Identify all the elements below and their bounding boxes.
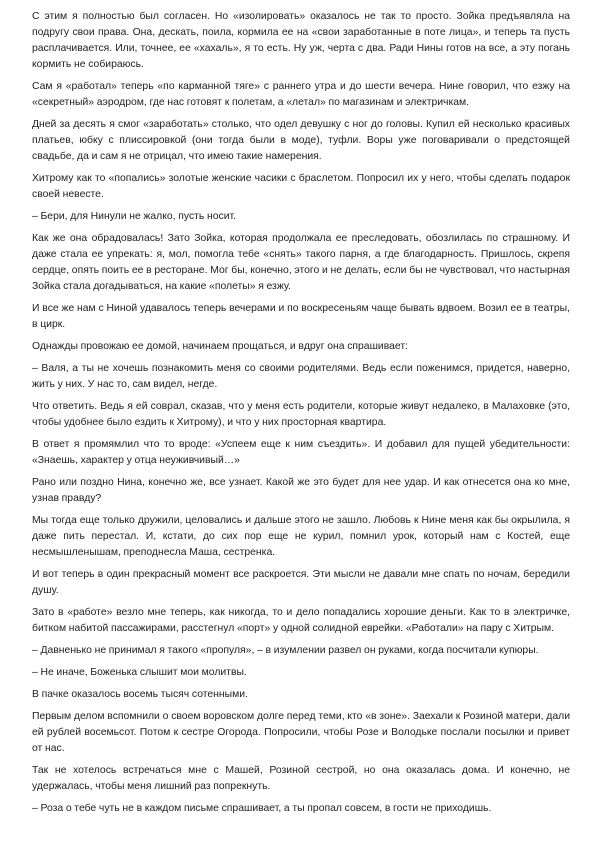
paragraph: – Роза о тебе чуть не в каждом письме спрашивает, а ты пропал совсем, в гости не приходишь. <box>32 803 492 814</box>
paragraph: Зато в «работе» везло мне теперь, как никогда, то и дело попадались хорошие деньги. Как то в электричке, битком набитой пассажирами, расстегнул «порт» у одной солидной еврейки. «Работали» на пару с Хитрым. <box>32 607 570 634</box>
paragraph: Мы тогда еще только дружили, целовались и дальше этого не зашло. Любовь к Нине меня как бы окрылила, я даже пить перестал. И, кстати, до сих пор еще не курил, помнил урок, который нам с Костей, еще несмышленышам, преподнесла Маша, сестренка. <box>32 515 570 558</box>
paragraph: Первым делом вспомнили о своем воровском долге перед теми, кто «в зоне». Заехали к Розиной матери, дали ей рублей восемьсот. Потом к сестре Огорода. Попросили, чтобы Розе и Володьке послали посылки и привет от нас. <box>32 711 570 754</box>
paragraph: И вот теперь в один прекрасный момент все раскроется. Эти мысли не давали мне спать по ночам, бередили душу. <box>32 569 570 596</box>
paragraph: – Не иначе, Боженька слышит мои молитвы. <box>32 667 247 678</box>
paragraph: В ответ я промямлил что то вроде: «Успеем еще к ним съездить». И добавил для пущей убедительности: «Знаешь, характер у отца неуживчивый…» <box>32 439 570 466</box>
document-page <box>32 9 570 823</box>
paragraph: Как же она обрадовалась! Зато Зойка, которая продолжала ее преследовать, обозлилась по страшному. И даже стала ее упрекать: я, мол, помогла тебе «снять» такого парня, а где благодарность. Пришлось, скрепя сердце, опять поить ее в ресторане. Мог бы, конечно, этого и не делать, если бы не чувствовал, что настырная Зойка стала догадываться, на какие «полеты» я езжу. <box>32 233 570 292</box>
paragraph: Хитрому как то «попались» золотые женские часики с браслетом. Попросил их у него, чтобы сделать подарок своей невесте. <box>32 173 570 200</box>
paragraph: Однажды провожаю ее домой, начинаем прощаться, и вдруг она спрашивает: <box>32 341 408 352</box>
paragraph: И все же нам с Ниной удавалось теперь вечерами и по воскресеньям чаще бывать вдвоем. Возил ее в театры, в цирк. <box>32 303 570 330</box>
paragraph: – Давненько не принимал я такого «пропуля», – в изумлении развел он руками, когда посчитали купюры. <box>32 645 539 656</box>
paragraph: В пачке оказалось восемь тысяч сотенными. <box>32 689 248 700</box>
paragraph: – Валя, а ты не хочешь познакомить меня со своими родителями. Ведь если поженимся, придется, наверно, жить у них. У нас то, сам видел, негде. <box>32 363 570 390</box>
paragraph: – Бери, для Нинули не жалко, пусть носит. <box>32 211 237 222</box>
paragraph: Рано или поздно Нина, конечно же, все узнает. Какой же это будет для нее удар. И как отнесется она ко мне, узнав правду? <box>32 477 570 504</box>
paragraph: С этим я полностью был согласен. Но «изолировать» оказалось не так то просто. Зойка предъявляла на подругу свои права. Она, дескать, поила, кормила ее на «свои заработанные в поте лица», и теперь та пусть расплачивается. Или, точнее, ее «хахаль», я то есть. Ну уж, черта с два. Ради Нины готов на все, а эту погань кормить не собираюсь. <box>32 11 570 70</box>
paragraph: Сам я «работал» теперь «по карманной тяге» с раннего утра и до шести вечера. Нине говорил, что езжу на «секретный» аэродром, где нас готовят к полетам, а «летал» по магазинам и электричкам. <box>32 81 570 108</box>
paragraph: Дней за десять я смог «заработать» столько, что одел девушку с ног до головы. Купил ей несколько красивых платьев, юбку с плиссировкой (они тогда были в моде), туфли. Воры уже поговаривали о предстоящей свадьбе, да и сам я не отрицал, что имею такие намерения. <box>32 119 570 162</box>
paragraph: Что ответить. Ведь я ей соврал, сказав, что у меня есть родители, которые живут недалеко, в Малаховке (это, чтобы удобнее было ездить к Хитрому), и что у них просторная квартира. <box>32 401 570 428</box>
paragraph: Так не хотелось встречаться мне с Машей, Розиной сестрой, но она оказалась дома. И конечно, не удержалась, чтобы меня лишний раз попрекнуть. <box>32 765 570 792</box>
